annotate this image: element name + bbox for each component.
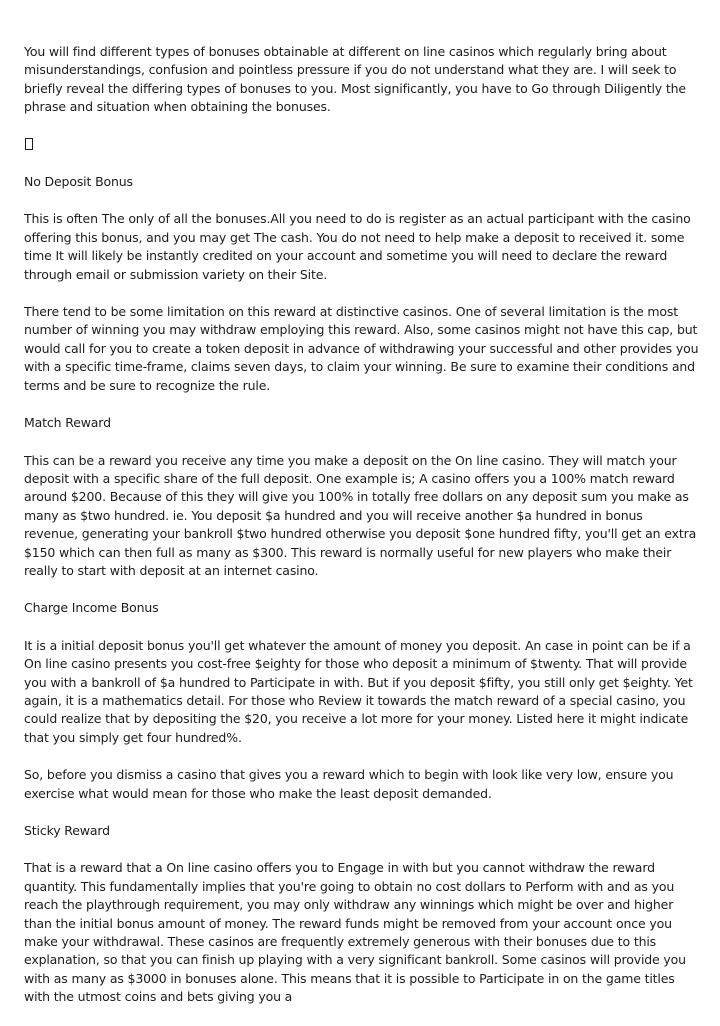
paragraph-match-reward-1: This can be a reward you receive any time you make a deposit on the On line casino. They will match your deposit with a specific share of the full deposit. One example is; A casino offers you a 100% match reward around $200. Because of this they will give you 100% in totally free dollars on any deposit sum you make as many as $two hundred. ie. You deposit $a hundred and you will receive another $a hundred in bonus revenue, generating your bankroll $two hundred otherwise you deposit $one hundred fifty, you'll get an extra $150 which can then full as many as $300. This reward is normally useful for new players who make their really to start with deposit at an internet casino. bbox=[24, 452, 697, 578]
intro-paragraph: You will find different types of bonuses obtainable at different on line casinos which regularly bring about misunderstandings, confusion and pointless pressure if you do not understand what they are. I will seek to briefly reveal the differing types of bonuses to you. Most significantly, you have to Go through Diligently the phrase and situation when obtaining the bonuses. bbox=[24, 44, 686, 115]
missing-glyph-icon bbox=[25, 138, 33, 150]
section-heading-sticky-reward: Sticky Reward bbox=[24, 823, 110, 838]
article-body bbox=[24, 43, 699, 1026]
paragraph-sticky-reward-1: That is a reward that a On line casino offers you to Engage in with but you cannot withdraw the reward quantity. This fundamentally implies that you're going to obtain no cost dollars to Perform with and as you reach the playthrough requirement, you may only withdraw any winnings which might be over and higher than the initial bonus amount of money. The reward funds might be removed from your account once you make your withdrawal. These casinos are frequently extremely generous with their bonuses due to this explanation, so that you can finish up playing with a very significant bankroll. Some casinos will provide you with as many as $3000 in bonuses alone. This means that it is possible to Participate in on the game titles with the utmost coins and bets giving you a bbox=[24, 860, 686, 1005]
paragraph-charge-income-2: So, before you dismiss a casino that gives you a reward which to begin with look like very low, ensure you exercise what would mean for those who make the least deposit demanded. bbox=[24, 767, 674, 801]
section-heading-charge-income: Charge Income Bonus bbox=[24, 600, 159, 616]
paragraph-no-deposit-1: This is often The only of all the bonuses.All you need to do is register as an actual participant with the casino offering this bonus, and you may get The cash. You do not need to help make a deposit to received it. some time It will likely be instantly credited on your account and sometime you will need to declare the reward through email or submission variety on their Site. bbox=[24, 211, 691, 282]
paragraph-charge-income-1: It is a initial deposit bonus you'll get whatever the amount of money you deposit. An case in point can be if a On line casino presents you cost-free $eighty for those who deposit a minimum of $twenty. That will provide you with a bankroll of $a hundred to Participate in with. But if you deposit $fifty, you still only get $eighty. Yet again, it is a mathematics detail. For those who Review it towards the match reward of a special casino, you could realize that by depositing the $20, you receive a lot more for your money. Listed here it might indicate that you simply get four hundred%. bbox=[24, 637, 693, 745]
missing-glyph-line bbox=[24, 136, 699, 154]
section-heading-match-reward: Match Reward bbox=[24, 415, 111, 431]
paragraph-no-deposit-2: There tend to be some limitation on this reward at distinctive casinos. One of several limitation is the most number of winning you may withdraw employing this reward. Also, some casinos might not have this cap, but would call for you to create a token deposit in advance of withdrawing your successful and other provides you with a specific time-frame, claims seven days, to claim your winning. Be sure to examine their conditions and terms and be sure to recognize the rule. bbox=[24, 304, 699, 393]
section-heading-no-deposit: No Deposit Bonus bbox=[24, 174, 133, 190]
